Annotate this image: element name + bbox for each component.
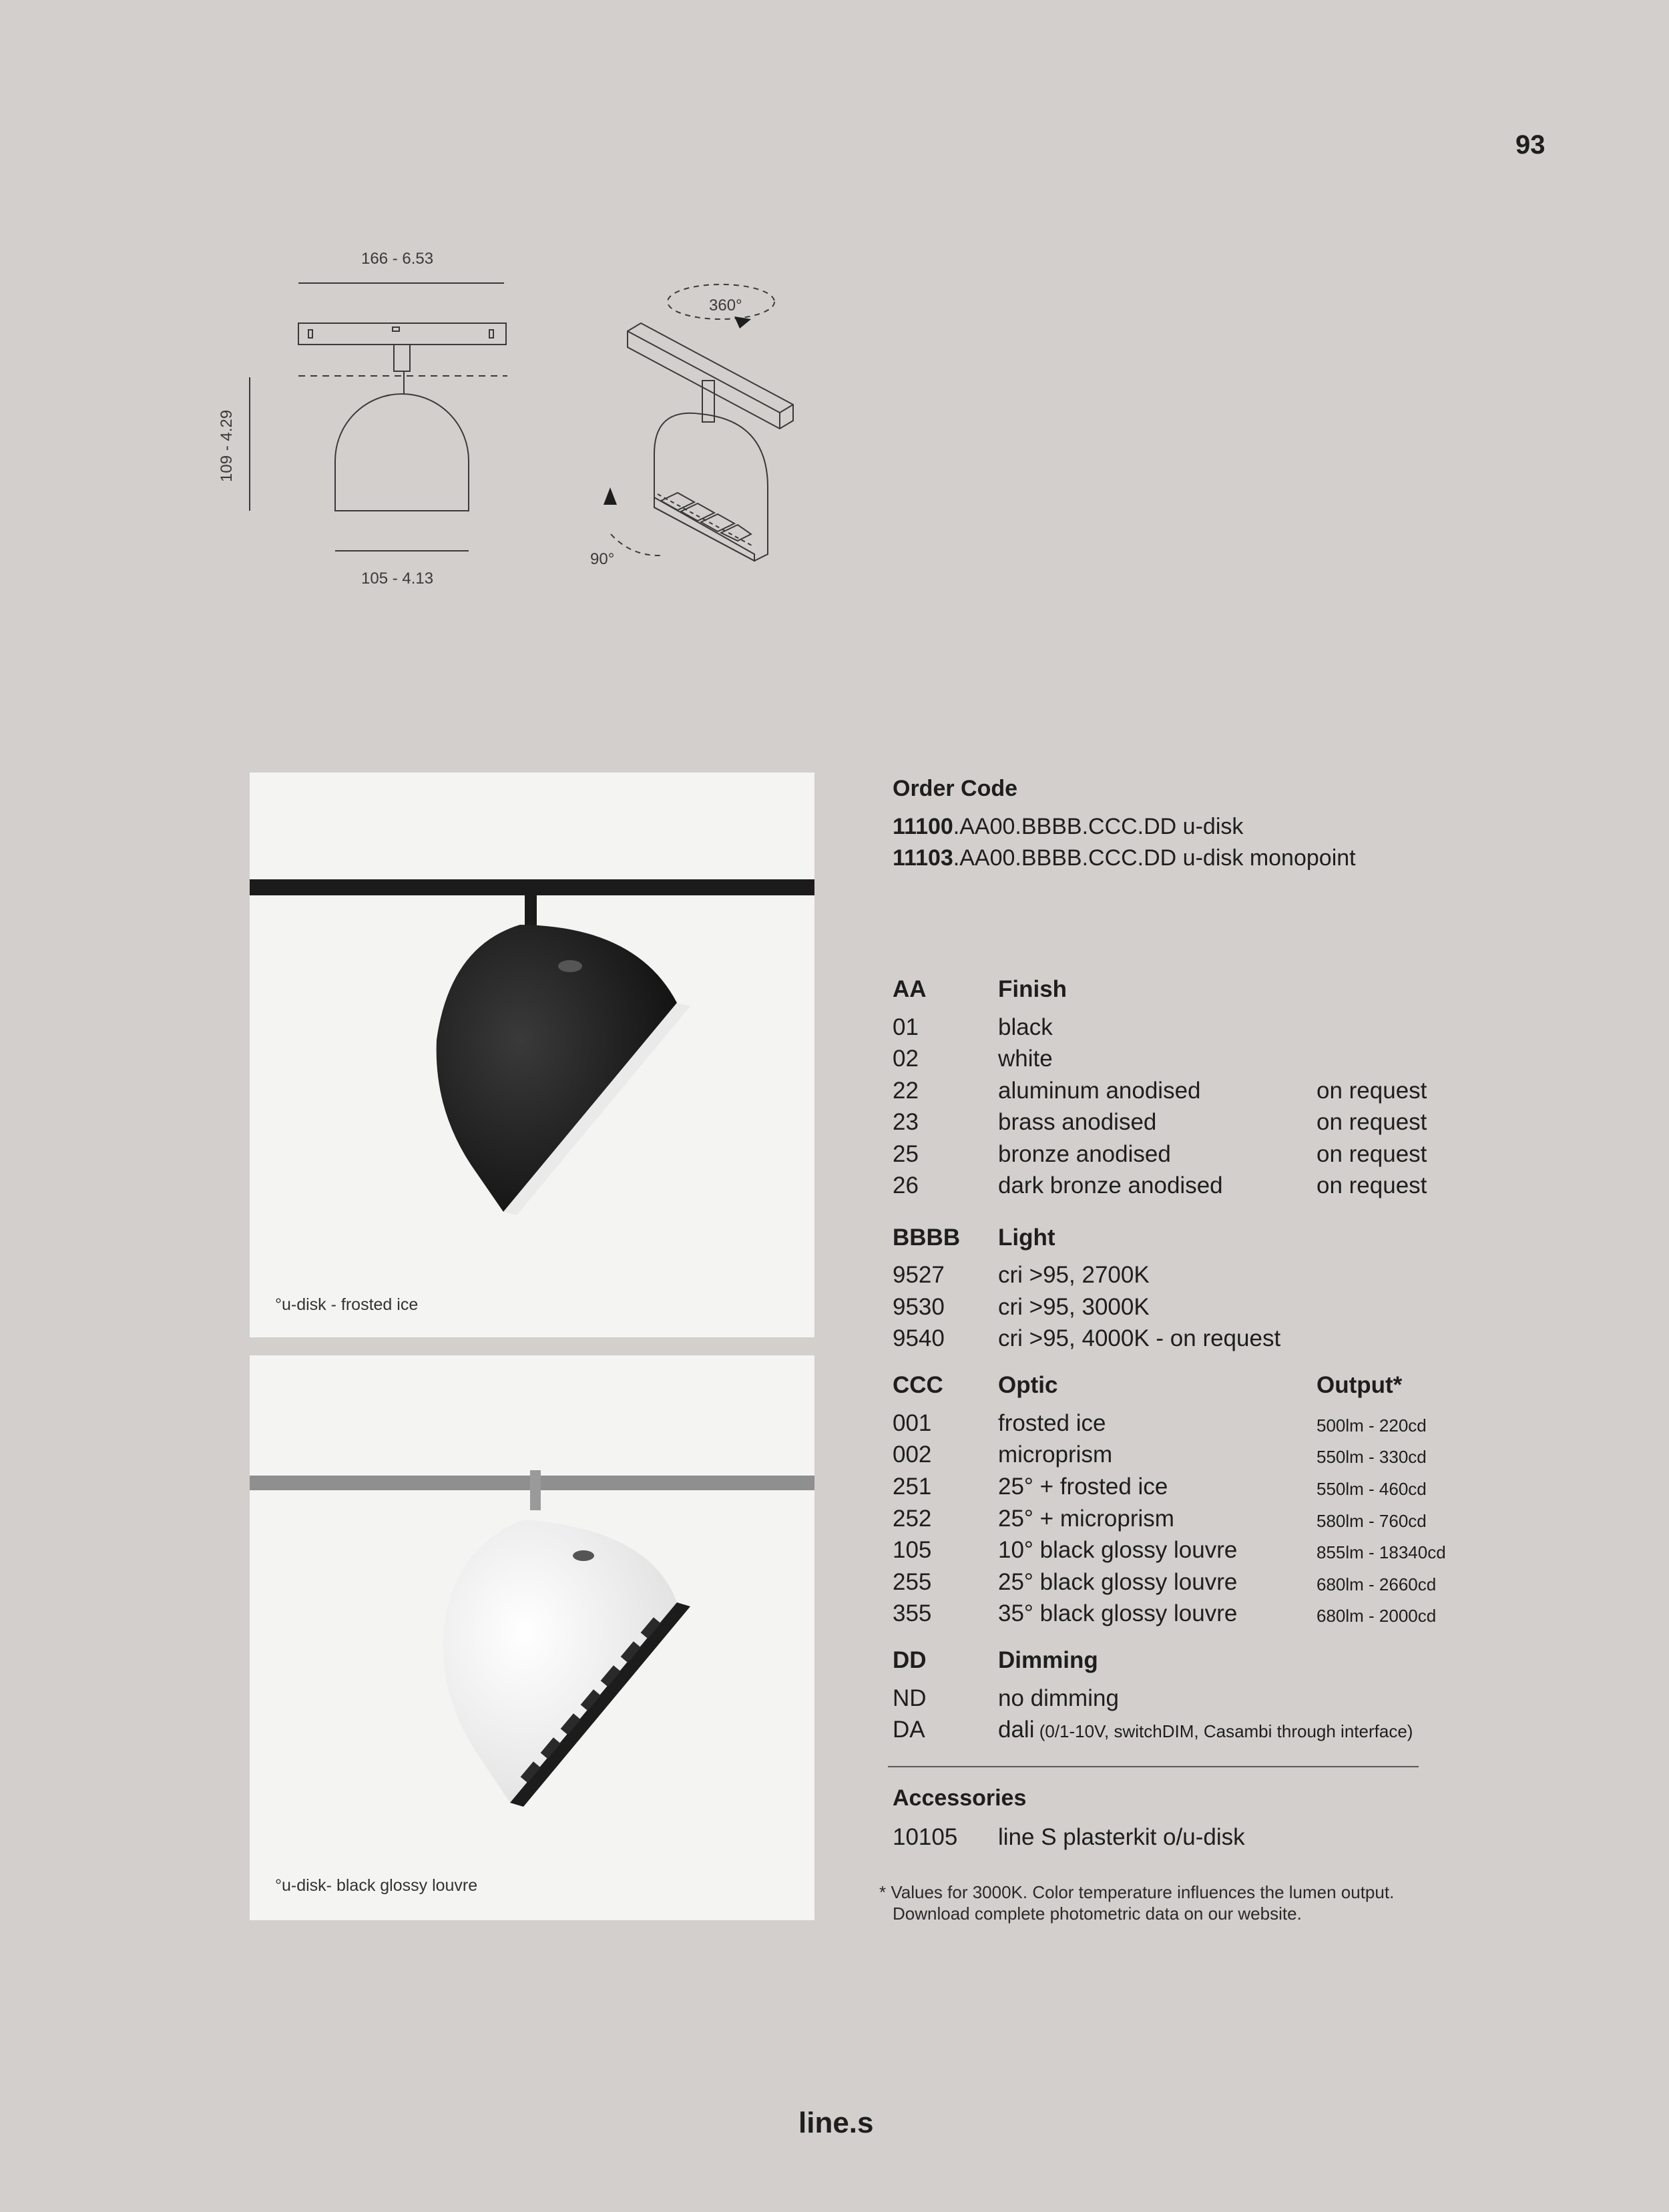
finish-note: on request [1317, 1172, 1427, 1198]
optic-output: 550lm - 330cd [1317, 1447, 1427, 1467]
base-dimension-label: 105 - 4.13 [361, 570, 434, 588]
light-code: 9540 [893, 1325, 945, 1351]
accessory-desc: line S plasterkit o/u-disk [998, 1824, 1245, 1850]
page-number: 93 [1515, 130, 1545, 160]
optic-code: 255 [893, 1569, 932, 1595]
finish-code: 26 [893, 1172, 919, 1198]
finish-code-header: AA [893, 976, 927, 1002]
order-code-line: 11100.AA00.BBBB.CCC.DD u-disk [893, 814, 1244, 839]
photo-caption: °u-disk - frosted ice [275, 1295, 419, 1314]
optic-output: 500lm - 220cd [1317, 1415, 1427, 1435]
output-header: Output* [1317, 1372, 1403, 1398]
finish-code: 23 [893, 1109, 919, 1135]
u-disk-front-view [335, 394, 469, 511]
light-desc: cri >95, 2700K [998, 1262, 1150, 1288]
optic-code: 002 [893, 1442, 932, 1468]
dimming-desc: no dimming [998, 1685, 1119, 1711]
optic-desc: 10° black glossy louvre [998, 1537, 1238, 1563]
tilt-label: 90° [590, 550, 615, 568]
u-disk-body [437, 925, 677, 1212]
light-desc: cri >95, 3000K [998, 1294, 1150, 1320]
optic-desc: microprism [998, 1442, 1113, 1468]
stem [525, 895, 537, 929]
optic-code: 001 [893, 1410, 932, 1436]
finish-header: Finish [998, 976, 1067, 1002]
light-code: 9527 [893, 1262, 945, 1288]
light-code: 9530 [893, 1294, 945, 1320]
dimming-code: ND [893, 1685, 927, 1711]
finish-desc: white [998, 1046, 1053, 1072]
dimming-desc: dali (0/1-10V, switchDIM, Casambi through interface) [998, 1717, 1413, 1743]
optic-output: 680lm - 2660cd [1317, 1574, 1437, 1594]
optic-code: 252 [893, 1506, 932, 1532]
light-desc: cri >95, 4000K - on request [998, 1325, 1281, 1351]
finish-note: on request [1317, 1141, 1427, 1167]
optic-desc: 25° + frosted ice [998, 1474, 1168, 1500]
finish-note: on request [1317, 1078, 1427, 1104]
optic-output: 550lm - 460cd [1317, 1479, 1427, 1499]
finish-code: 02 [893, 1046, 919, 1072]
optic-code: 355 [893, 1600, 932, 1626]
u-disk-iso-view [654, 413, 768, 561]
optic-output: 580lm - 760cd [1317, 1511, 1427, 1531]
track-rail [250, 879, 814, 895]
finish-desc: black [998, 1014, 1053, 1040]
optic-desc: 25° + microprism [998, 1506, 1174, 1532]
dimming-code: DA [893, 1717, 925, 1743]
photo-caption: °u-disk- black glossy louvre [275, 1876, 478, 1895]
accessories-title: Accessories [893, 1785, 1027, 1811]
order-code-line: 11103.AA00.BBBB.CCC.DD u-disk monopoint [893, 845, 1356, 871]
product-photo-frosted-ice [250, 772, 814, 1337]
accessory-code: 10105 [893, 1824, 958, 1850]
optic-header: Optic [998, 1372, 1058, 1398]
optic-output: 855lm - 18340cd [1317, 1542, 1446, 1562]
finish-code: 22 [893, 1078, 919, 1104]
optic-desc: 25° black glossy louvre [998, 1569, 1238, 1595]
finish-desc: aluminum anodised [998, 1078, 1201, 1104]
optic-code-header: CCC [893, 1372, 943, 1398]
finish-note: on request [1317, 1109, 1427, 1135]
width-dimension-label: 166 - 6.53 [361, 250, 434, 268]
optic-output: 680lm - 2000cd [1317, 1606, 1437, 1626]
finish-desc: bronze anodised [998, 1141, 1171, 1167]
optic-code: 251 [893, 1474, 932, 1500]
optic-desc: 35° black glossy louvre [998, 1600, 1238, 1626]
rotation-label: 360° [709, 296, 742, 314]
brand-logo-text: line.s [798, 2107, 874, 2139]
finish-desc: dark bronze anodised [998, 1172, 1223, 1198]
order-code-title: Order Code [893, 776, 1018, 801]
finish-code: 01 [893, 1014, 919, 1040]
optic-desc: frosted ice [998, 1410, 1106, 1436]
height-dimension-label: 109 - 4.29 [218, 409, 236, 482]
track-front-view [298, 323, 506, 345]
optic-code: 105 [893, 1537, 932, 1563]
finish-desc: brass anodised [998, 1109, 1157, 1135]
dimming-code-header: DD [893, 1647, 927, 1673]
stem-front-view [394, 345, 410, 371]
finish-code: 25 [893, 1141, 919, 1167]
light-code-header: BBBB [893, 1225, 961, 1251]
divider [888, 1766, 1419, 1767]
tilt-arrow [611, 534, 661, 556]
dimming-header: Dimming [998, 1647, 1098, 1673]
stem [530, 1470, 541, 1510]
light-header: Light [998, 1225, 1055, 1251]
product-photo-black-glossy-louvre [250, 1355, 814, 1920]
footnote: * Values for 3000K. Color temperature influences the lumen output. Download complete photometric data on our website. [879, 1882, 1395, 1924]
